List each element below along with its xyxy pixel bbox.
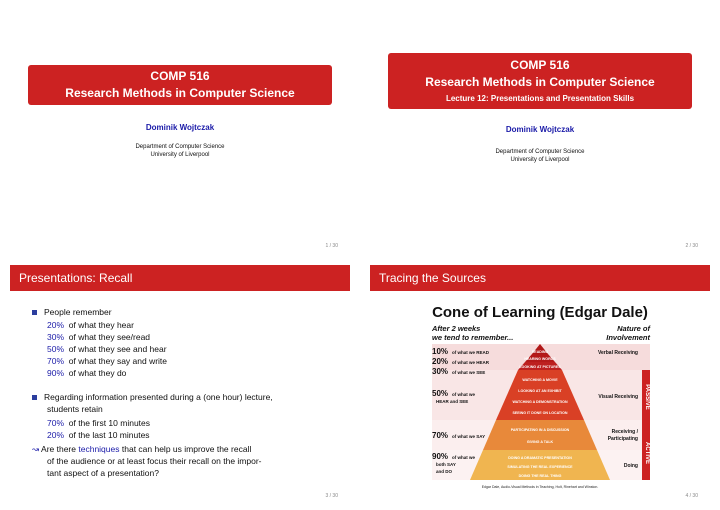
right-header-1: Nature of [617,324,650,333]
course-title: Research Methods in Computer Science [65,86,295,100]
level-pct: 20% [432,357,449,366]
lecture-subtitle: Lecture 12: Presentations and Presentation Skills [445,94,635,103]
level-label: both SAY [436,462,456,467]
bullet-people-remember: People remember [44,307,112,317]
course-title: Research Methods in Computer Science [425,75,655,89]
affiliation-univ: University of Liverpool [150,152,210,158]
nature-label: Receiving / [611,429,638,435]
cone-of-learning-image [370,295,710,495]
level-pct: 30% [432,367,449,376]
nature-label: Doing [623,463,638,469]
retain-item: 70% of the first 10 minutes [47,418,151,428]
activity-label: PARTICIPATING IN A DISCUSSION [510,428,570,432]
left-header-2: we tend to remember... [432,333,514,342]
remember-item: 30% of what they see/read [47,332,151,342]
pyramid-tier [483,420,597,450]
question-line2: of the audience or at least focus their recall on the impor- [47,456,262,466]
course-code: COMP 516 [510,58,570,72]
activity-label: DOING THE REAL THING [518,474,562,478]
author-name: Dominik Wojtczak [145,123,215,132]
side-active-label: ACTIVE [644,441,650,465]
remember-item: 70% of what they say and write [47,356,168,366]
nature-label: Participating [607,436,638,442]
remember-item: 20% of what they hear [47,320,134,330]
activity-label: SIMULATING THE REAL EXPERIENCE [507,465,573,469]
course-code: COMP 516 [150,69,210,83]
bullet-lecture-line1: Regarding information presented during a (one hour) lecture, [44,392,273,402]
activity-label: GIVING A TALK [526,440,554,444]
bullet-lecture-line2: students retain [47,404,103,414]
nature-label: Visual Receiving [598,394,638,400]
question-line3: tant aspect of a presentation? [47,468,159,478]
activity-label: WATCHING A DEMONSTRATION [512,400,568,404]
level-label: and DO [436,469,453,474]
slide-sources [370,265,710,505]
level-label: of what we HEAR [452,360,490,365]
activity-label: DOING A DRAMATIC PRESENTATION [508,456,572,460]
slide-title-1 [10,15,350,255]
activity-label: HEARING WORDS [524,357,556,361]
activity-label: READING [531,350,549,354]
retain-item: 20% of the last 10 minutes [47,430,150,440]
title-box [28,65,332,105]
side-passive-label: PASSIVE [644,384,650,410]
level-pct: 10% [432,347,449,356]
page-number: 4 / 30 [685,493,698,499]
activity-label: WATCHING A MOVIE [522,378,558,382]
bullet-icon [32,310,37,315]
level-label: of what we READ [452,350,490,355]
remember-item: 90% of what they do [47,368,127,378]
left-header-1: After 2 weeks [432,324,481,333]
page-number: 3 / 30 [325,493,338,499]
bullet-icon [32,395,37,400]
level-pct: 70% [432,431,449,440]
page-number: 1 / 30 [325,243,338,249]
affiliation-dept: Department of Computer Science [135,144,225,150]
remember-item: 50% of what they see and hear [47,344,167,354]
activity-label: LOOKING AT PICTURES [519,365,561,369]
level-pct: 50% [432,389,449,398]
level-label: of what we [452,392,476,397]
level-label: of what we SAY [452,434,486,439]
source-citation: Edgar Dale, Audio-Visual Methods in Teaching, Holt, Rinehart and Winston. [481,485,599,489]
level-label: of what we [452,455,476,460]
slide-recall [10,265,350,505]
squiggle-arrow-icon: ↝ [32,444,40,454]
nature-label: Verbal Receiving [597,350,638,356]
cone-title: Cone of Learning (Edgar Dale) [432,304,648,321]
slide-title-2 [370,15,710,255]
activity-label: LOOKING AT AN EXHIBIT [518,389,562,393]
level-pct: 90% [432,452,449,461]
affiliation-univ: University of Liverpool [510,157,570,163]
activity-label: SEEING IT DONE ON LOCATION [512,411,568,415]
affiliation-dept: Department of Computer Science [495,149,585,155]
right-header-2: Involvement [606,333,650,342]
level-label: HEAR and SEE [436,399,469,404]
level-label: of what we SEE [452,370,486,375]
slide-heading: Tracing the Sources [370,265,710,291]
slide-heading: Presentations: Recall [10,265,350,291]
author-name: Dominik Wojtczak [505,125,575,134]
question-line1: ↝ Are there techniques that can help us improve the recall [32,444,252,454]
title-box [388,53,692,109]
page-number: 2 / 30 [685,243,698,249]
